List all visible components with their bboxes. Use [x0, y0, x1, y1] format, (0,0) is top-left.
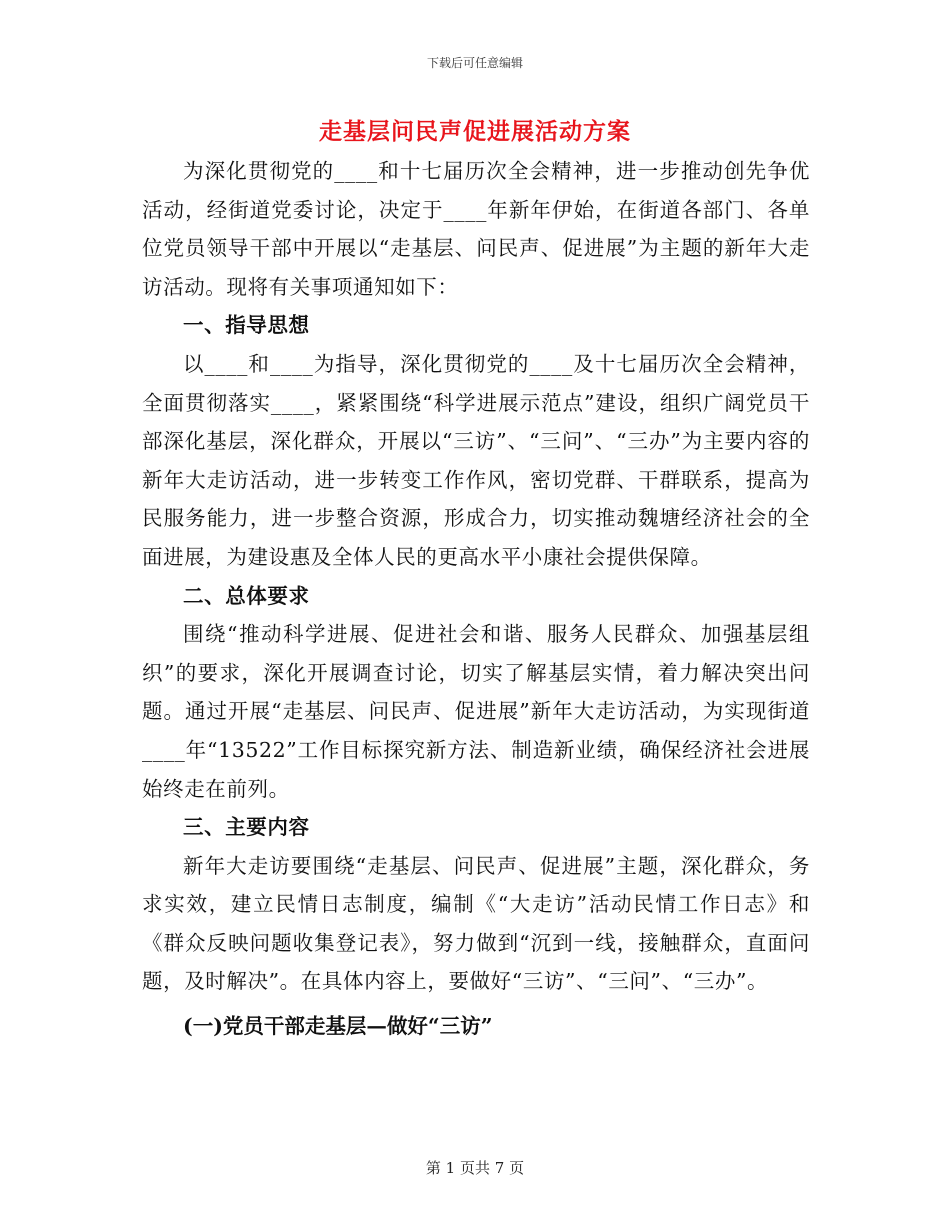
header-note: 下载后可任意编辑 — [426, 56, 523, 70]
section-heading-overall-requirements: 二、总体要求 — [183, 583, 310, 608]
page-footer: 第 1 页共 7 页 — [425, 1159, 525, 1177]
intro-paragraph: 为深化贯彻党的____和十七届历次全会精神，进一步推动创先争优活动，经街道党委讨论，决定于____年新年伊始，在街道各部门、各单位党员领导干部中开展以“走基层、问民声、促进展”为主题的新年大走访活动。现将有关事项通知如下： — [142, 159, 810, 299]
overall-requirements-paragraph: 围绕“推动科学进展、促进社会和谐、服务人民群众、加强基层组织”的要求，深化开展调查讨论，切实了解基层实情，着力解决突出问题。通过开展“走基层、问民声、促进展”新年大走访活动，为实现街道____年“13522”工作目标探究新方法、制造新业绩，确保经济社会进展始终走在前列。 — [142, 622, 810, 801]
section-heading-main-content: 三、主要内容 — [183, 815, 310, 840]
document-title: 走基层问民声促进展活动方案 — [319, 118, 631, 145]
main-content-paragraph: 新年大走访要围绕“走基层、问民声、促进展”主题，深化群众，务求实效，建立民情日志制度，编制《“大走访”活动民情工作日志》和《群众反映问题收集登记表》，努力做到“沉到一线，接触群众，直面问题，及时解决”。在具体内容上，要做好“三访”、“三问”、“三办”。 — [142, 853, 810, 994]
subsection-heading-three-visits: (一)党员干部走基层—做好“三访” — [183, 1014, 493, 1039]
document-body — [142, 152, 810, 1046]
section-heading-guiding-ideology: 一、指导思想 — [183, 313, 310, 338]
guiding-ideology-paragraph: 以____和____为指导，深化贯彻党的____及十七届历次全会精神，全面贯彻落实____，紧紧围绕“科学进展示范点”建设，组织广阔党员干部深化基层，深化群众，开展以“三访”、“三问”、“三办”为主要内容的新年大走访活动，进一步转变工作作风，密切党群、干群联系，提高为民服务能力，进一步整合资源，形成合力，切实推动魏塘经济社会的全面进展，为建设惠及全体人民的更高水平小康社会提供保障。 — [142, 351, 810, 569]
